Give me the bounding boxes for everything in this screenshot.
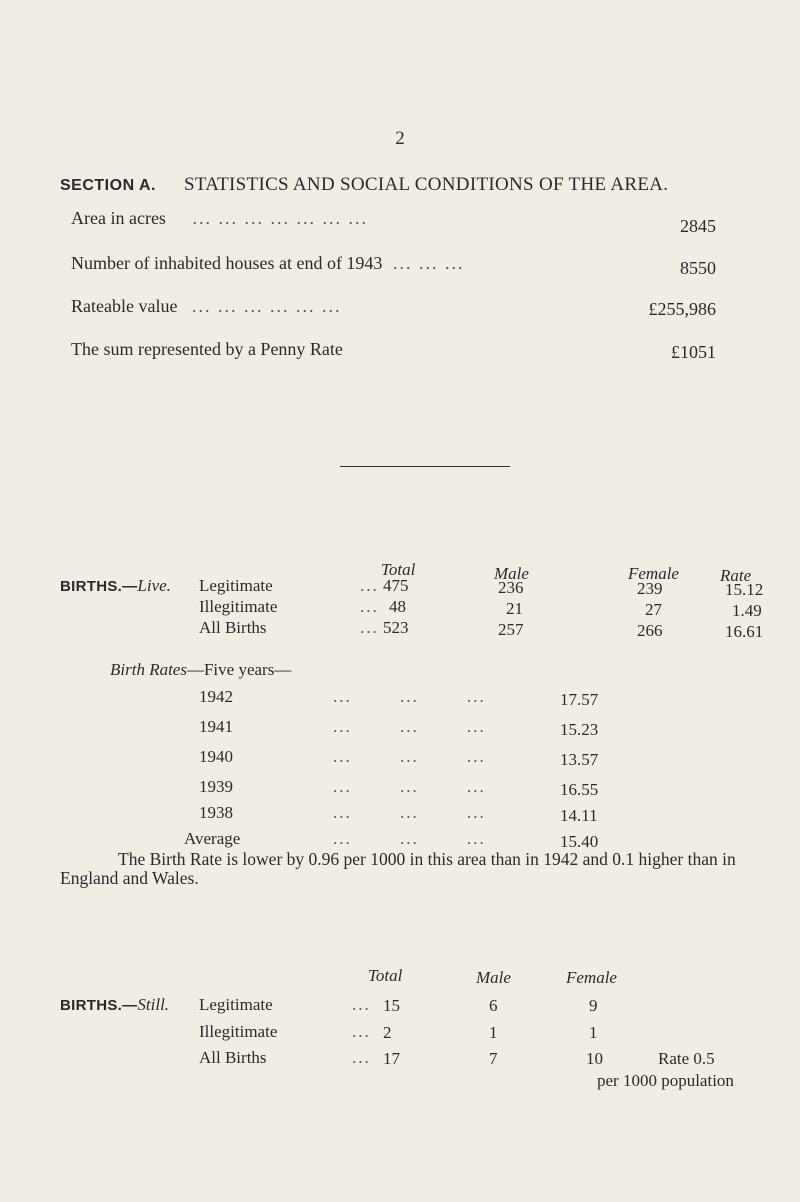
birth-rate-year: 1942 xyxy=(199,687,233,706)
stat-area-label xyxy=(71,208,368,229)
leader-dots: ... xyxy=(360,597,379,616)
leader-dots: ... ... ... xyxy=(333,687,486,706)
leader-dots: ... ... ... xyxy=(333,717,486,736)
live-row-female: 266 xyxy=(637,621,663,640)
stat-label: Area in acres xyxy=(71,208,166,228)
live-row-total xyxy=(360,618,409,638)
divider-rule xyxy=(340,466,510,467)
section-title: STATISTICS AND SOCIAL CONDITIONS OF THE AREA. xyxy=(183,174,669,195)
stat-rateable-value: £255,986 xyxy=(648,299,716,319)
page-number: 2 xyxy=(395,128,405,149)
live-col-male: Male xyxy=(494,564,529,583)
still-row-female: 9 xyxy=(589,996,598,1015)
total-value: 523 xyxy=(383,618,409,637)
stat-label: Number of inhabited houses at end of 1943 xyxy=(71,253,383,273)
leader-dots: ... xyxy=(352,995,371,1014)
still-row-label: All Births xyxy=(199,1048,267,1067)
still-row-male: 6 xyxy=(489,996,498,1015)
birth-rate-value: 17.57 xyxy=(560,690,599,709)
heading-text: BIRTHS.— xyxy=(60,578,138,595)
heading-italic: Still. xyxy=(137,995,170,1014)
birth-rate-value: 14.11 xyxy=(560,806,598,825)
leader-dots: ... ... ... xyxy=(333,803,486,822)
leader-dots: ... ... ... xyxy=(392,253,465,273)
live-row-female: 27 xyxy=(645,600,662,619)
live-row-total xyxy=(360,576,409,596)
live-col-rate: Rate xyxy=(720,566,752,585)
birth-rate-year: 1939 xyxy=(199,777,233,796)
leader-dots: ... ... ... xyxy=(333,777,486,796)
live-row-male: 236 xyxy=(498,578,524,597)
birth-rates-heading xyxy=(110,660,291,680)
still-row-label: Legitimate xyxy=(199,995,273,1014)
birth-rate-year: Average xyxy=(184,829,241,848)
heading-text: BIRTHS.— xyxy=(60,997,138,1014)
still-col-female: Female xyxy=(566,968,617,987)
birth-rate-year: 1941 xyxy=(199,717,233,736)
leader-dots: ... ... ... ... ... ... xyxy=(191,296,342,316)
heading-text: —Five years— xyxy=(186,660,292,679)
still-row-male: 1 xyxy=(489,1023,498,1042)
stat-area-value: 2845 xyxy=(680,216,716,236)
live-row-rate: 16.61 xyxy=(725,622,764,641)
total-value: 475 xyxy=(383,576,409,595)
heading-italic: Live. xyxy=(137,576,171,595)
live-row-total xyxy=(360,597,406,617)
section-label: SECTION A. xyxy=(60,177,156,194)
live-col-female: Female xyxy=(628,564,679,583)
stat-label: The sum represented by a Penny Rate xyxy=(71,339,343,359)
birth-rate-value: 13.57 xyxy=(560,750,599,769)
stat-rateable-label xyxy=(71,296,341,317)
still-births-heading xyxy=(60,995,169,1015)
still-col-total: Total xyxy=(368,966,403,985)
still-row-total: 17 xyxy=(383,1049,400,1068)
stat-label: Rateable value xyxy=(71,296,178,316)
still-row-total: 2 xyxy=(383,1023,392,1042)
live-row-rate: 1.49 xyxy=(732,601,762,620)
heading-italic: Birth Rates xyxy=(110,660,187,679)
leader-dots: ... xyxy=(360,618,379,637)
live-row-label: Legitimate xyxy=(199,576,273,595)
live-row-label: All Births xyxy=(199,618,267,637)
still-row-total: 15 xyxy=(383,996,400,1015)
leader-dots: ... xyxy=(360,576,379,595)
still-rate-note: Rate 0.5 xyxy=(658,1049,715,1068)
live-row-label: Illegitimate xyxy=(199,597,278,616)
leader-dots: ... ... ... xyxy=(333,829,486,848)
still-row-label: Illegitimate xyxy=(199,1022,278,1041)
live-births-heading xyxy=(60,576,171,596)
birth-rate-value: 15.40 xyxy=(560,832,599,851)
live-row-rate: 15.12 xyxy=(725,580,764,599)
leader-dots: ... ... ... xyxy=(333,747,486,766)
stat-penny-rate-value: £1051 xyxy=(671,342,716,362)
stat-penny-rate-label xyxy=(71,339,343,360)
total-value: 48 xyxy=(389,597,406,616)
birth-rate-year: 1938 xyxy=(199,803,233,822)
live-row-male: 21 xyxy=(506,599,523,618)
leader-dots: ... ... ... ... ... ... ... xyxy=(192,208,368,228)
birth-rate-note: The Birth Rate is lower by 0.96 per 1000 in this area than in 1942 and 0.1 higher than in England and Wales. xyxy=(60,849,736,888)
still-rate-note-2: per 1000 population xyxy=(597,1071,734,1090)
birth-rate-value: 15.23 xyxy=(560,720,599,739)
section-heading xyxy=(60,174,668,196)
live-row-male: 257 xyxy=(498,620,524,639)
still-row-female: 1 xyxy=(589,1023,598,1042)
stat-houses-label xyxy=(71,253,464,274)
still-row-female: 10 xyxy=(586,1049,603,1068)
birth-rate-value: 16.55 xyxy=(560,780,599,799)
leader-dots: ... xyxy=(352,1022,371,1041)
stat-houses-value: 8550 xyxy=(680,258,716,278)
live-row-female: 239 xyxy=(637,579,663,598)
birth-rate-year: 1940 xyxy=(199,747,233,766)
leader-dots: ... xyxy=(352,1048,371,1067)
live-col-total: Total xyxy=(381,560,416,579)
still-col-male: Male xyxy=(476,968,511,987)
still-row-male: 7 xyxy=(489,1049,498,1068)
